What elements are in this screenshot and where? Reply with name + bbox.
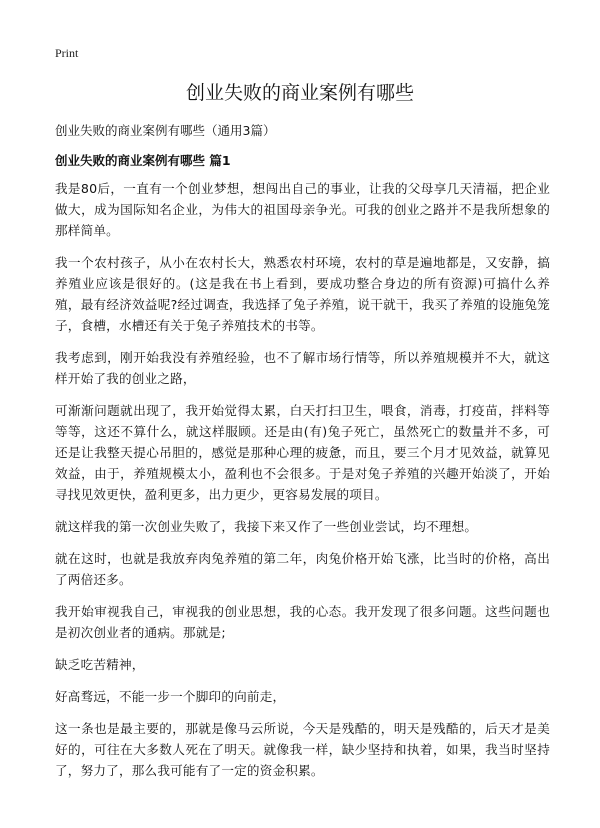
paragraph: 好高骛远，不能一步一个脚印的向前走， — [55, 689, 286, 704]
document-subtitle: 创业失败的商业案例有哪些（通用3篇） — [55, 123, 276, 138]
paragraph: 我开始审视我自己，审视我的创业思想，我的心态。我开发现了很多问题。这些问题也是初次创业者的通病。那就是; — [55, 604, 550, 640]
section-heading: 创业失败的商业案例有哪些 篇1 — [55, 153, 231, 168]
paragraph: 我考虑到，刚开始我没有养殖经验，也不了解市场行情等，所以养殖规模并不大，就这样开始了我的创业之路， — [55, 350, 550, 386]
paragraph: 我一个农村孩子，从小在农村长大，熟悉农村环境，农村的草是遍地都是，又安静，搞养殖业应该是很好的。(这是我在书上看到，要成功整合身边的所有资源)可搞什么养殖，最有经济效益呢?经过调查，我选择了兔子养殖，说干就干，我买了养殖的设施兔笼子，食槽，水槽还有关于兔子养殖技术的书等。 — [55, 255, 550, 333]
paragraph: 就这样我的第一次创业失败了，我接下来又作了一些创业尝试，均不理想。 — [55, 519, 478, 534]
print-link[interactable]: Print — [55, 46, 79, 60]
paragraph: 这一条也是最主要的，那就是像马云所说，今天是残酷的，明天是残酷的，后天才是美好的，可往在大多数人死在了明天。就像我一样，缺少坚持和执着，如果，我当时坚持了，努力了，那么我可能有了一定的资金积累。 — [55, 721, 550, 778]
paragraph: 我是80后，一直有一个创业梦想，想闯出自己的事业，让我的父母享几天清福，把企业做大，成为国际知名企业，为伟大的祖国母亲争光。可我的创业之路并不是我所想象的那样简单。 — [55, 181, 550, 238]
page-title: 创业失败的商业案例有哪些 — [185, 82, 414, 104]
paragraph: 就在这时，也就是我放弃肉兔养殖的第二年，肉兔价格开始飞涨，比当时的价格，高出了两倍还多。 — [55, 551, 550, 587]
paragraph: 缺乏吃苦精神， — [55, 657, 145, 672]
article-body — [55, 178, 550, 792]
paragraph: 可渐渐问题就出现了，我开始觉得太累，白天打扫卫生，喂食，消毒，打疫苗，拌料等等等，这还不算什么，就这样服顾。还是由(有)兔子死亡，虽然死亡的数量并不多，可还是让我整天提心吊胆的，感觉是那种心理的疲惫，而且，要三个月才见效益，就算见效益，由于，养殖规模太小，盈利也不会很多。于是对兔子养殖的兴趣开始淡了，开始寻找见效更快，盈利更多，出力更少，更容易发展的项目。 — [55, 403, 550, 502]
